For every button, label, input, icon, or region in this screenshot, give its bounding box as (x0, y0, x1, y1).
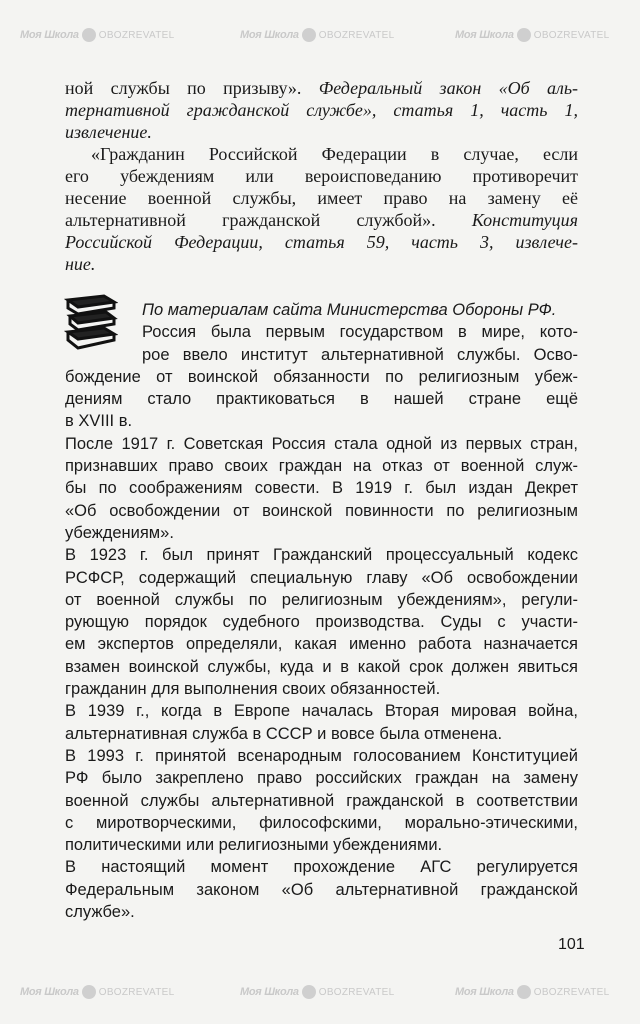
watermark-logo-icon (302, 28, 316, 42)
text-segment: рующую порядок судебного производства. Суды с участи- (65, 613, 578, 632)
watermark-logo-icon (517, 28, 531, 42)
text-line (65, 388, 578, 410)
page-number: 101 (558, 936, 585, 953)
text-line (65, 522, 578, 544)
text-line (65, 187, 578, 209)
text-line (65, 366, 578, 388)
text-segment: признавших право своих граждан на отказ от военной служ- (65, 457, 578, 476)
watermark (20, 28, 174, 42)
italic-citation: тернативной гражданской службе», статья 1, часть 1, (65, 100, 578, 120)
quote-block (65, 77, 578, 275)
text-line (65, 299, 578, 321)
text-segment: политическими или религиозными убеждениями. (65, 836, 443, 855)
italic-citation: Федеральный закон «Об аль- (318, 78, 579, 98)
text-segment: РФ было закреплено право российских граждан на замену (65, 769, 578, 788)
text-line (65, 767, 578, 789)
text-line (65, 209, 578, 231)
text-line (65, 856, 578, 878)
text-line (65, 500, 578, 522)
text-segment: альтернативная служба в СССР и вовсе была отменена. (65, 724, 503, 743)
text-segment: РСФСР, содержащий специальную главу «Об освобождении (65, 568, 578, 587)
italic-citation: Российской Федерации, статья 59, часть 3, извлече- (65, 232, 578, 252)
text-segment: «Об освобождении от воинской повинности по религиозным (65, 501, 578, 520)
watermark-brand: OBOZREVATEL (533, 29, 610, 41)
text-line (65, 433, 578, 455)
text-segment: его убеждениям или вероисповеданию противоречит (65, 166, 578, 186)
watermark-brand: OBOZREVATEL (318, 986, 395, 998)
text-line (65, 700, 578, 722)
text-line (65, 121, 578, 143)
info-block (65, 299, 578, 923)
text-segment: гражданин для выполнения своих обязанностей. (65, 680, 441, 699)
watermark (455, 28, 609, 42)
watermark-logo-icon (517, 985, 531, 999)
text-segment: В 1939 г., когда в Европе началась Вторая мировая война, (65, 702, 578, 721)
text-line (65, 344, 578, 366)
text-segment: Россия была первым государством в мире, кото- (142, 323, 578, 342)
text-line (65, 231, 578, 253)
text-segment: несение военной службы, имеет право на замену её (65, 188, 578, 208)
text-segment: в XVIII в. (65, 412, 133, 431)
text-line (65, 455, 578, 477)
text-line (65, 99, 578, 121)
text-segment: В настоящий момент прохождение АГС регулируется (65, 858, 578, 877)
text-segment: убеждениям». (65, 523, 174, 542)
text-line (65, 165, 578, 187)
text-segment: службе». (65, 903, 135, 922)
watermark-brand: OBOZREVATEL (318, 29, 395, 41)
watermark-school: Моя Школа (240, 28, 299, 41)
watermark-brand: OBOZREVATEL (533, 986, 610, 998)
italic-citation: ние. (65, 254, 96, 274)
watermark (455, 985, 609, 999)
italic-citation: По материалам сайта Министерства Обороны РФ. (142, 301, 557, 319)
text-line (65, 678, 578, 700)
text-line (65, 633, 578, 655)
watermark-school: Моя Школа (455, 985, 514, 998)
watermark (240, 985, 394, 999)
text-segment: В 1923 г. был принят Гражданский процессуальный кодекс (65, 546, 578, 565)
text-line (65, 656, 578, 678)
text-line (65, 812, 578, 834)
text-segment: рое ввело институт альтернативной службы. Осво- (142, 345, 578, 364)
text-line (65, 143, 578, 165)
text-line (65, 745, 578, 767)
watermark-school: Моя Школа (20, 985, 79, 998)
text-segment: бы по соображениям совести. В 1919 г. был издан Декрет (65, 479, 578, 498)
watermark (240, 28, 394, 42)
text-line (65, 410, 578, 432)
text-segment: от военной службы по религиозным убеждениям», регули- (65, 590, 578, 609)
text-line (65, 321, 578, 343)
text-segment: военной службы альтернативной гражданской в соответствии (65, 791, 578, 810)
watermark-school: Моя Школа (455, 28, 514, 41)
text-line (65, 901, 578, 923)
text-segment: взамен воинской службы, куда и в какой срок должен явиться (65, 657, 578, 676)
text-segment: ем экспертов определяли, какая именно работа назначается (65, 635, 578, 654)
text-segment: «Гражданин Российской Федерации в случае, если (91, 144, 578, 164)
text-line (65, 77, 578, 99)
watermark-logo-icon (302, 985, 316, 999)
italic-citation: Конституция (471, 210, 578, 230)
text-line (65, 477, 578, 499)
watermark-school: Моя Школа (240, 985, 299, 998)
text-line (65, 589, 578, 611)
text-segment: альтернативной гражданской службой». (65, 210, 472, 230)
text-segment: ной службы по призыву». (65, 78, 319, 98)
text-line (65, 834, 578, 856)
text-line (65, 723, 578, 745)
text-line (65, 611, 578, 633)
watermark-brand: OBOZREVATEL (98, 986, 175, 998)
watermark-logo-icon (82, 985, 96, 999)
watermark (20, 985, 174, 999)
text-segment: В 1993 г. принятой всенародным голосованием Конституцией (65, 746, 578, 765)
watermark-brand: OBOZREVATEL (98, 29, 175, 41)
text-segment: бождение от воинской обязанности по религиозным убеж- (65, 367, 578, 386)
watermark-logo-icon (82, 28, 96, 42)
text-line (65, 879, 578, 901)
text-line (65, 253, 578, 275)
text-segment: дениям стало практиковаться в нашей стране ещё (65, 390, 578, 409)
text-segment: Федеральным законом «Об альтернативной гражданской (65, 880, 578, 899)
watermark-school: Моя Школа (20, 28, 79, 41)
text-line (65, 567, 578, 589)
text-segment: с миротворческими, философскими, морально-этическими, (65, 813, 578, 832)
italic-citation: извлечение. (65, 122, 152, 142)
text-line (65, 790, 578, 812)
text-line (65, 544, 578, 566)
text-segment: После 1917 г. Советская Россия стала одной из первых стран, (65, 434, 578, 453)
